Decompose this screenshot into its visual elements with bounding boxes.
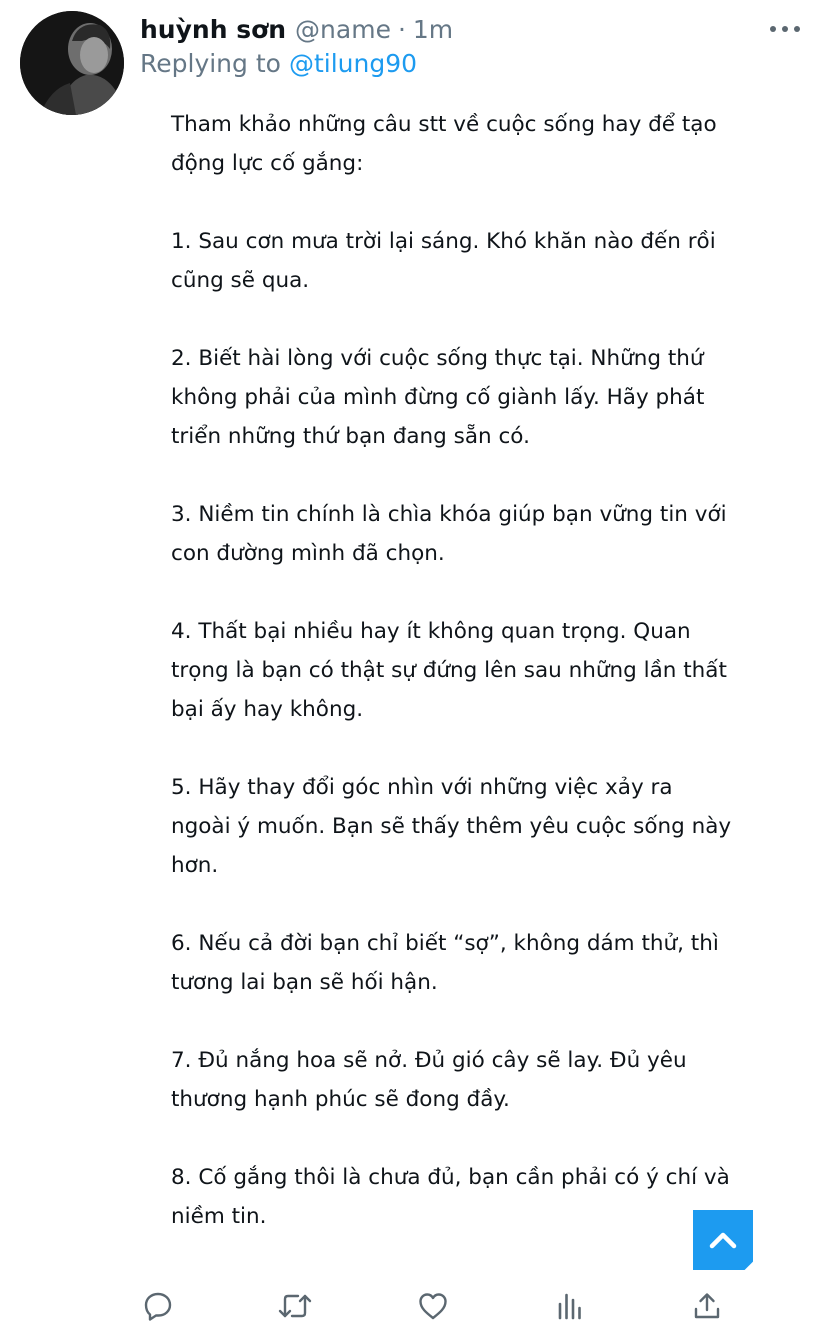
tweet-paragraph: 5. Hãy thay đổi góc nhìn với những việc xảy ra ngoài ý muốn. Bạn sẽ thấy thêm yêu cuộc sống này hơn. <box>171 775 732 878</box>
retweet-button[interactable] <box>277 1288 313 1324</box>
tweet-paragraph: 3. Niềm tin chính là chìa khóa giúp bạn vững tin với con đường mình đã chọn. <box>171 502 727 566</box>
tweet-paragraph: 4. Thất bại nhiều hay ít không quan trọng. Quan trọng là bạn có thật sự đứng lên sau những lần thất bại ấy hay không. <box>171 619 727 722</box>
analytics-icon <box>554 1290 586 1322</box>
reply-context <box>140 48 768 80</box>
author-line <box>140 14 768 46</box>
reply-prefix: Replying to <box>140 49 281 78</box>
share-icon <box>691 1290 723 1322</box>
timestamp[interactable]: 1m <box>412 15 454 44</box>
reply-handle-link[interactable]: @tilung90 <box>288 49 418 78</box>
retweet-icon <box>277 1290 313 1322</box>
avatar-photo <box>20 11 124 115</box>
tweet-paragraph: 6. Nếu cả đời bạn chỉ biết “sợ”, không dám thử, thì tương lai bạn sẽ hối hận. <box>171 931 719 995</box>
more-button[interactable] <box>770 18 800 40</box>
tweet-paragraph: Tham khảo những câu stt về cuộc sống hay để tạo động lực cố gắng: <box>171 112 717 176</box>
like-icon <box>417 1290 449 1322</box>
tweet-paragraph: 2. Biết hài lòng với cuộc sống thực tại. Những thứ không phải của mình đừng cố giành lấy. Hãy phát triển những thứ bạn đang sẵn có. <box>171 346 705 449</box>
more-horizontal-icon <box>770 26 776 32</box>
user-handle[interactable]: @name <box>295 15 391 44</box>
display-name[interactable]: huỳnh sơn <box>140 15 287 44</box>
more-horizontal-icon-dot <box>782 26 788 32</box>
tweet-text <box>171 105 736 1275</box>
scroll-to-top-button[interactable] <box>693 1210 753 1270</box>
separator: · <box>397 15 406 44</box>
tweet-paragraph: 7. Đủ nắng hoa sẽ nở. Đủ gió cây sẽ lay. Đủ yêu thương hạnh phúc sẽ đong đầy. <box>171 1048 687 1112</box>
tweet-action-bar <box>0 1284 828 1328</box>
avatar[interactable] <box>20 11 124 115</box>
tweet-header <box>140 14 768 80</box>
share-button[interactable] <box>689 1288 725 1324</box>
analytics-button[interactable] <box>552 1288 588 1324</box>
more-horizontal-icon-dot <box>794 26 800 32</box>
reply-icon <box>142 1290 174 1322</box>
tweet-paragraph: 8. Cố gắng thôi là chưa đủ, bạn cần phải có ý chí và niềm tin. <box>171 1165 730 1229</box>
chevron-up-icon <box>708 1230 738 1250</box>
reply-button[interactable] <box>140 1288 176 1324</box>
tweet-paragraph: 1. Sau cơn mưa trời lại sáng. Khó khăn nào đến rồi cũng sẽ qua. <box>171 229 716 293</box>
like-button[interactable] <box>415 1288 451 1324</box>
